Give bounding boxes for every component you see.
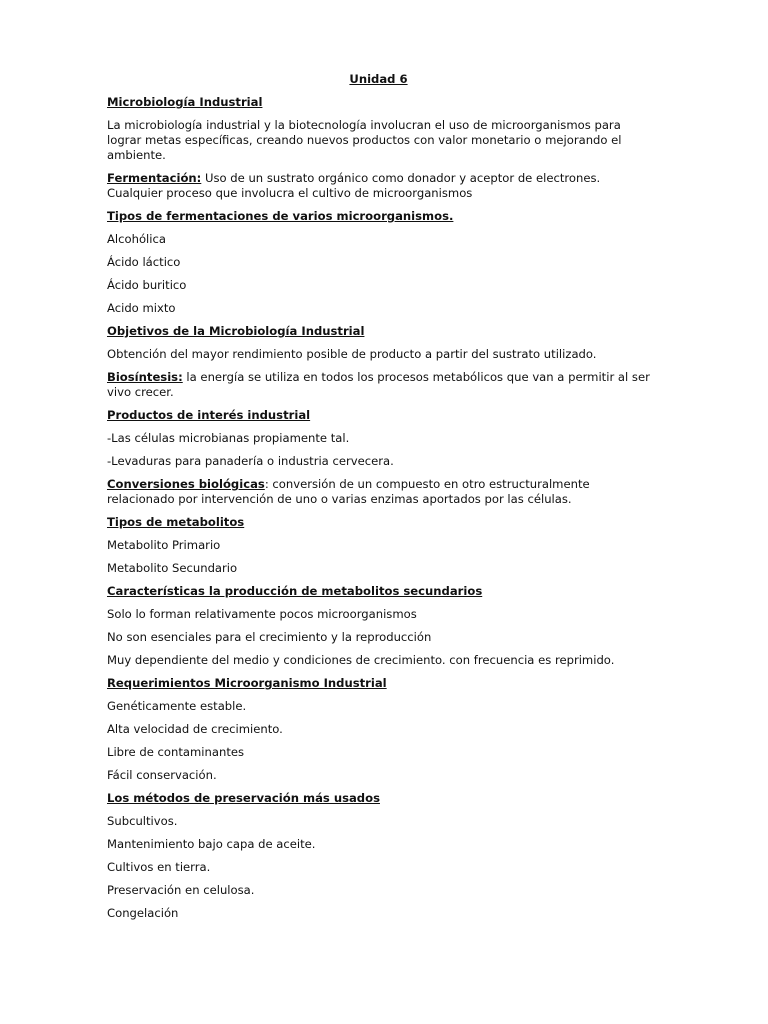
heading-objetivos: Objetivos de la Microbiología Industrial: [107, 324, 365, 338]
list-item-requerimiento: Alta velocidad de crecimiento.: [107, 722, 283, 736]
list-item-producto: -Las células microbianas propiamente tal.: [107, 431, 350, 445]
list-item-fermentacion: Ácido láctico: [107, 255, 181, 269]
definition-text: Uso de un sustrato orgánico como donador y aceptor de electrones. Cualquier proceso que involucra el cultivo de microorganismos: [107, 171, 601, 200]
term-fermentacion: Fermentación:: [107, 171, 202, 185]
list-item-requerimiento: Fácil conservación.: [107, 768, 217, 782]
list-item-metabolito: Metabolito Secundario: [107, 561, 238, 575]
definition-biosintesis: [107, 370, 655, 400]
document-title: Unidad 6: [349, 72, 408, 86]
heading-requerimientos: Requerimientos Microorganismo Industrial: [107, 676, 387, 690]
list-item-requerimiento: Libre de contaminantes: [107, 745, 245, 759]
list-item-metodo: Congelación: [107, 906, 179, 920]
heading-tipos-fermentaciones: Tipos de fermentaciones de varios microorganismos.: [107, 209, 454, 223]
list-item-metodo: Cultivos en tierra.: [107, 860, 211, 874]
objetivos-paragraph: Obtención del mayor rendimiento posible de producto a partir del sustrato utilizado.: [107, 347, 597, 361]
intro-paragraph: La microbiología industrial y la biotecnología involucran el uso de microorganismos para lograr metas específicas, creando nuevos productos con valor monetario o mejorando el ambiente.: [107, 118, 622, 162]
list-item-metodo: Preservación en celulosa.: [107, 883, 255, 897]
list-item-caracteristica: Muy dependiente del medio y condiciones de crecimiento. con frecuencia es reprimido.: [107, 653, 615, 667]
list-item-caracteristica: No son esenciales para el crecimiento y la reproducción: [107, 630, 432, 644]
list-item-caracteristica: Solo lo forman relativamente pocos microorganismos: [107, 607, 417, 621]
heading-tipos-metabolitos: Tipos de metabolitos: [107, 515, 245, 529]
term-conversiones: Conversiones biológicas: [107, 477, 265, 491]
list-item-requerimiento: Genéticamente estable.: [107, 699, 247, 713]
list-item-fermentacion: Alcohólica: [107, 232, 166, 246]
list-item-metabolito: Metabolito Primario: [107, 538, 221, 552]
heading-caracteristicas: Características la producción de metabolitos secundarios: [107, 584, 483, 598]
list-item-metodo: Subcultivos.: [107, 814, 178, 828]
definition-fermentacion: [107, 171, 655, 201]
list-item-metodo: Mantenimiento bajo capa de aceite.: [107, 837, 316, 851]
list-item-producto: -Levaduras para panadería o industria cervecera.: [107, 454, 394, 468]
definition-conversiones: [107, 477, 655, 507]
document-body: [107, 72, 655, 929]
heading-productos: Productos de interés industrial: [107, 408, 311, 422]
list-item-fermentacion: Ácido buritico: [107, 278, 187, 292]
list-item-fermentacion: Acido mixto: [107, 301, 176, 315]
heading-metodos: Los métodos de preservación más usados: [107, 791, 380, 805]
definition-text: : conversión de un compuesto en otro estructuralmente relacionado por intervención de uno o varias enzimas aportados por las células.: [107, 477, 590, 506]
definition-text: la energía se utiliza en todos los procesos metabólicos que van a permitir al ser vivo crecer.: [107, 370, 650, 399]
term-biosintesis: Biosíntesis:: [107, 370, 183, 384]
heading-microbiologia-industrial: Microbiología Industrial: [107, 95, 263, 109]
